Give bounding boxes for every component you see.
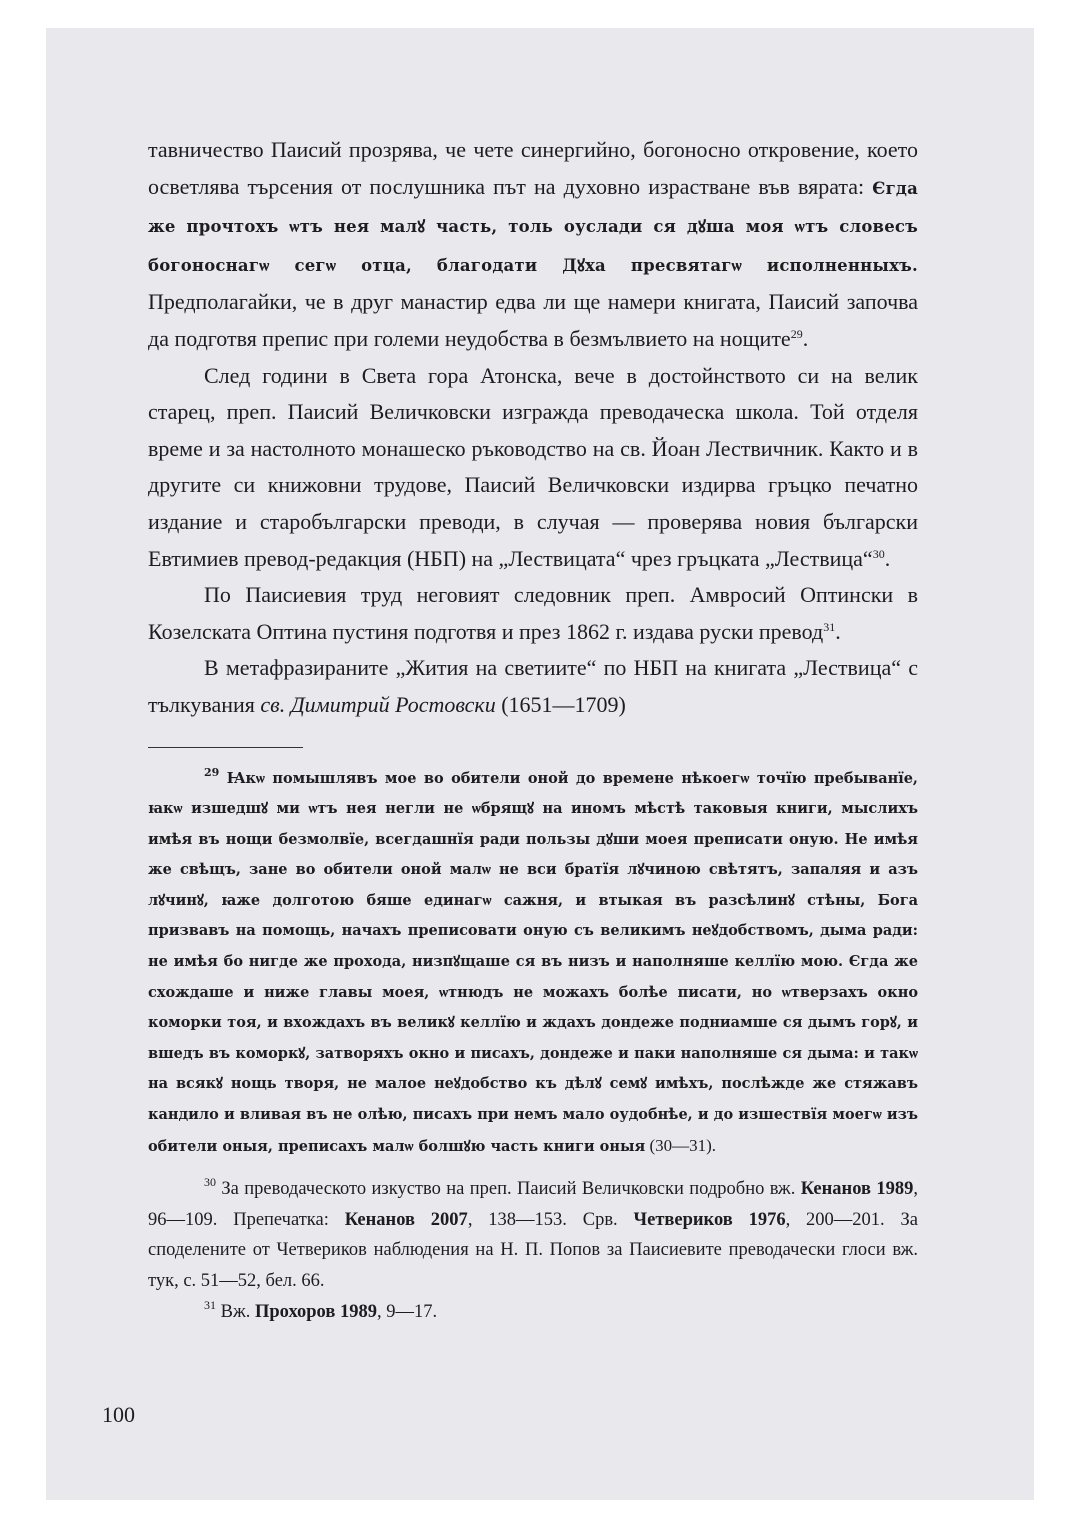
paragraph-text: (1651—1709) [495, 691, 626, 717]
paragraph-text: След години в Света гора Атонска, вече в достойнството си на велик старец, преп. Паисий Величковски изгражда преводаческа школа. Той отделя време и за настолното монашеско ръководство на св. Йоан Лествичник. Както и в другите си книжовни трудове, Паисий Величковски издирва гръцко печатно издание и старобългарски преводи, в случая — проверява новия български Евтимиев превод-редакция (НБП) на „Лествицата“ чрез гръцката „Лествица“ [148, 362, 918, 571]
footnote-29 [148, 764, 918, 1163]
citation: Кенанов 2007 [344, 1209, 468, 1230]
citation: Четвериков 1976 [633, 1209, 786, 1230]
footnote-text: , 9—17. [376, 1301, 438, 1322]
paragraph-4 [148, 650, 918, 723]
footnote-text: , 200—201. За споделените от Четвериков наблюдения на Н. П. Попов за Паисиевите преводачески глоси вж. тук, с. 51—52, бел. 66. [148, 1209, 918, 1291]
footnote-30 [148, 1174, 918, 1296]
paragraph-text: По Паисиевия труд неговият следовник преп. Амвросий Оптински в Козелската Оптина пустиня подготвя и през 1862 г. издава руски превод [148, 582, 918, 644]
footnote-ref-31[interactable]: 31 [823, 619, 836, 634]
page-number: 100 [102, 1402, 135, 1427]
footnote-ref-29[interactable]: 29 [790, 326, 803, 341]
paragraph-text: . [884, 545, 891, 571]
citation: Кенанов 1989 [800, 1179, 914, 1200]
paragraph-text: В метафразираните „Жития на светиите“ по НБП на книгата „Лествица“ с тълкувания [148, 655, 918, 717]
footnote-text: , 138—153. Срв. [467, 1209, 634, 1230]
italic-name: св. Димитрий Ростовски [260, 691, 496, 717]
church-slavonic-quote: Єгда же прочтохъ ѡтъ нея малꙋ часть, толь оуслади ся дꙋша моя ѡтъ словесъ богоноснагѡ сегѡ отца, благодати Дꙋха пресвятагѡ исполненныхъ. [148, 178, 918, 275]
paragraph-text: . [802, 325, 809, 351]
footnote-text: Вж. [216, 1301, 255, 1322]
paragraph-text: Предполагайки, че в друг манастир едва ли ще намери книгата, Паисий започва да подготвя препис при големи неудобства в безмълвието на нощите [148, 289, 918, 351]
footnote-text: , 96—109. Препечатка: [148, 1179, 918, 1230]
citation: Прохоров 1989 [255, 1301, 377, 1322]
footnote-pages: (30—31). [645, 1135, 717, 1155]
footnote-cs-text: Ꙗкѡ помышлявъ мое во обители оной до времене нѣкоегѡ точїю пребыванїе, ꙗкѡ изшедшꙋ ми ѡтъ нея негли не ѡбрящꙋ на иномъ мѣстѣ таковыя книги, мыслихъ имѣя въ нощи безмолвїе, всегдашнїя ради пользы дꙋши моея преписати оную. Не имѣя же свѣщъ, зане во обители оной малѡ не вси братїя лꙋчиною свѣтятъ, запаляя и азъ лꙋчинꙋ, ꙗже долготою бяше единагѡ сажня, и втыкая въ разсѣлинꙋ стѣны, Бога призвавъ на помощь, начахъ преписовати оную съ великимъ неꙋдобствомъ, дыма ради: не имѣя бо нигде же прохода, низпꙋщаше ся въ низъ и наполняше келлїю мою. Єгда же схождаше и ниже главы моея, ѡтнюдъ не можахъ болѣе писати, но ѡтверзахъ окно коморки тоя, и вхождахъ въ великꙋ келлїю и ждахъ дондеже подниамше ся дымъ горꙋ, и вшедъ въ коморкꙋ, затворяхъ окно и писахъ, дондеже и паки наполняше ся дыма: и такѡ на всякꙋ нощь творя, не малое неꙋдобство къ дѣлꙋ семꙋ имѣхъ, послѣжде же стяжавъ кандило и вливая въ не олѣю, писахъ при немъ мало оудобнѣе, и до изшествїя моегѡ изъ обители оныя, преписахъ малѡ болшꙋю часть книги оныя [148, 769, 918, 1155]
paragraph-2 [148, 358, 918, 578]
footnote-text: За преводаческото изкуство на преп. Паисий Величковски подробно вж. [216, 1179, 801, 1200]
book-page [46, 28, 1034, 1500]
footnote-number: 31 [204, 1297, 216, 1312]
footnote-31 [148, 1297, 918, 1328]
paragraph-text: . [835, 618, 841, 644]
footnote-separator [148, 747, 303, 748]
footnote-number: 30 [204, 1175, 216, 1190]
paragraph-3 [148, 577, 918, 650]
paragraph-text: тавничество Паисий прозрява, че чете синергийно, богоносно откровение, което осветлява търсения от послушника път на духовно израстване във вярата: [148, 137, 918, 199]
page-content [148, 132, 918, 1327]
footnote-number: 29 [204, 765, 220, 779]
footnote-ref-30[interactable]: 30 [872, 546, 885, 561]
paragraph-1 [148, 132, 918, 358]
